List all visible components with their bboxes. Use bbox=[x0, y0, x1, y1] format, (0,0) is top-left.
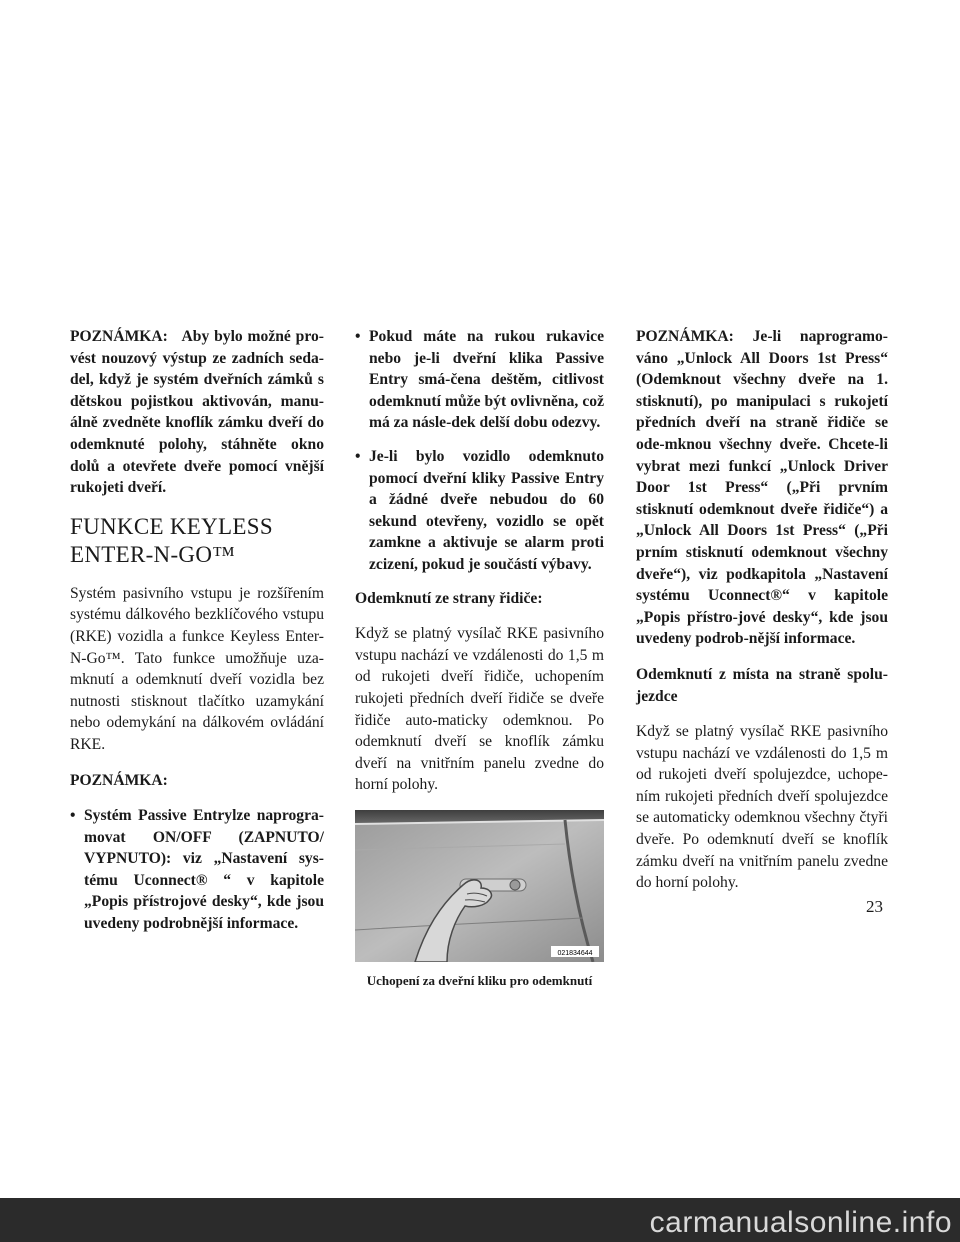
figure-code: 021834644 bbox=[557, 949, 593, 957]
subheading-driver: Odemknutí ze strany řidiče: bbox=[355, 589, 543, 607]
intro-paragraph: Systém pasivního vstupu je rozšířením systému dálkového bezklíčového vstupu (RKE) vozidla a funkce Keyless Enter-N-Go™. Tato funkce umožňuje uza-mknutí a odemknutí dveří vozidla bez nutnosti stisknout tlačítko uzamykání nebo odemykání na dálkovém ovládání RKE. bbox=[70, 584, 324, 753]
heading-line-1: FUNKCE KEYLESS bbox=[70, 513, 273, 539]
bullet-dot: • bbox=[355, 447, 361, 465]
driver-paragraph: Když se platný vysílač RKE pasivního vstupu nachází ve vzdálenosti do 1,5 m od rukojeti dveří řidiče, uchopením rukojeti předních dveří řidiče se dveře řidiče auto-maticky odemknou. Po odemknutí dveří se knoflík zámku dveří na vnitřním panelu zvedne do horní polohy. bbox=[355, 625, 604, 794]
bullet-text: Systém Passive Entrylze naprogra-movat ON/OFF (ZAPNUTO/ VYPNUTO): viz „Nastavení sys-tému Uconnect® “ v kapitole „Popis přístrojové desky“, kde jsou uvedeny podrobnější informace. bbox=[84, 807, 324, 933]
note-paragraph bbox=[70, 326, 324, 499]
note-text: Aby bylo možné pro-vést nouzový výstup ze zadních seda-del, když je systém dveřních zámků s dětskou pojistkou aktivován, manu-álně zvedněte knoflík zámku dveří do odemknuté polohy, stáhněte okno dolů a otevřete dveře pomocí vnější rukojeti dveří. bbox=[70, 328, 324, 497]
section-heading bbox=[70, 513, 324, 569]
passenger-paragraph: Když se platný vysílač RKE pasivního vstupu nachází ve vzdálenosti do 1,5 m od rukojeti dveří spolujezdce, uchope-ním rukojeti předních dveří spolujezdce se automaticky odemknou všechny čtyři dveře. Po odemknutí dveří se knoflík zámku dveří na vnitřním panelu zvedne do horní polohy. bbox=[636, 723, 888, 892]
note-label: POZNÁMKA: bbox=[70, 328, 168, 345]
door-handle-illustration bbox=[355, 810, 604, 962]
bullet-text: Je-li bylo vozidlo odemknuto pomocí dveřní kliky Passive Entry a žádné dveře nebudou do 60 sekund otevřeny, vozidlo se opět zamkne a aktivuje se alarm proti zcizení, pokud je součástí výbavy. bbox=[369, 447, 604, 573]
column-middle bbox=[355, 326, 604, 991]
column-left bbox=[70, 326, 324, 947]
figure-caption: Uchopení za dveřní kliku pro odemknutí bbox=[366, 972, 593, 988]
subheading-passenger: Odemknutí z místa na straně spolu-jezdce bbox=[636, 665, 888, 705]
note3-paragraph: POZNÁMKA: Je-li naprogramo-váno „Unlock All Doors 1st Press“ (Odemknout všechny dveře na 1. stisknutí), po manipulaci s rukojetí předních dveří na straně řidiče se ode-mknou všechny dveře. Chcete-li vybrat mezi funkcí „Unlock Driver Door 1st Press“ („Při prvním stisknutí odemknout dveře řidiče“) a „Unlock All Doors 1st Press“ („Při prním stisknutí odemknout všechny dveře“), viz podkapitola „Nastavení systému Uconnect®“ v kapitole „Popis přístro-jové desky“, kde jsou uvedeny podrob-nější informace. bbox=[636, 328, 888, 648]
note2-label: POZNÁMKA: bbox=[70, 771, 168, 789]
column-right bbox=[636, 326, 888, 908]
bullet-text: Pokud máte na rukou rukavice nebo je-li dveřní klika Passive Entry smá-čena deštěm, citlivost odemknutí může být ovlivněna, což má za násle-dek delší dobu odezvy. bbox=[369, 328, 604, 432]
bullet-item bbox=[355, 446, 604, 576]
bullet-dot: • bbox=[355, 328, 361, 345]
bullet-item bbox=[70, 805, 324, 935]
bullet-item bbox=[355, 326, 604, 434]
watermark: carmanualsonline.info bbox=[649, 1206, 952, 1239]
page-number: 23 bbox=[866, 897, 883, 916]
heading-line-2: ENTER-N-GO™ bbox=[70, 541, 236, 567]
bullet-dot: • bbox=[70, 807, 76, 825]
